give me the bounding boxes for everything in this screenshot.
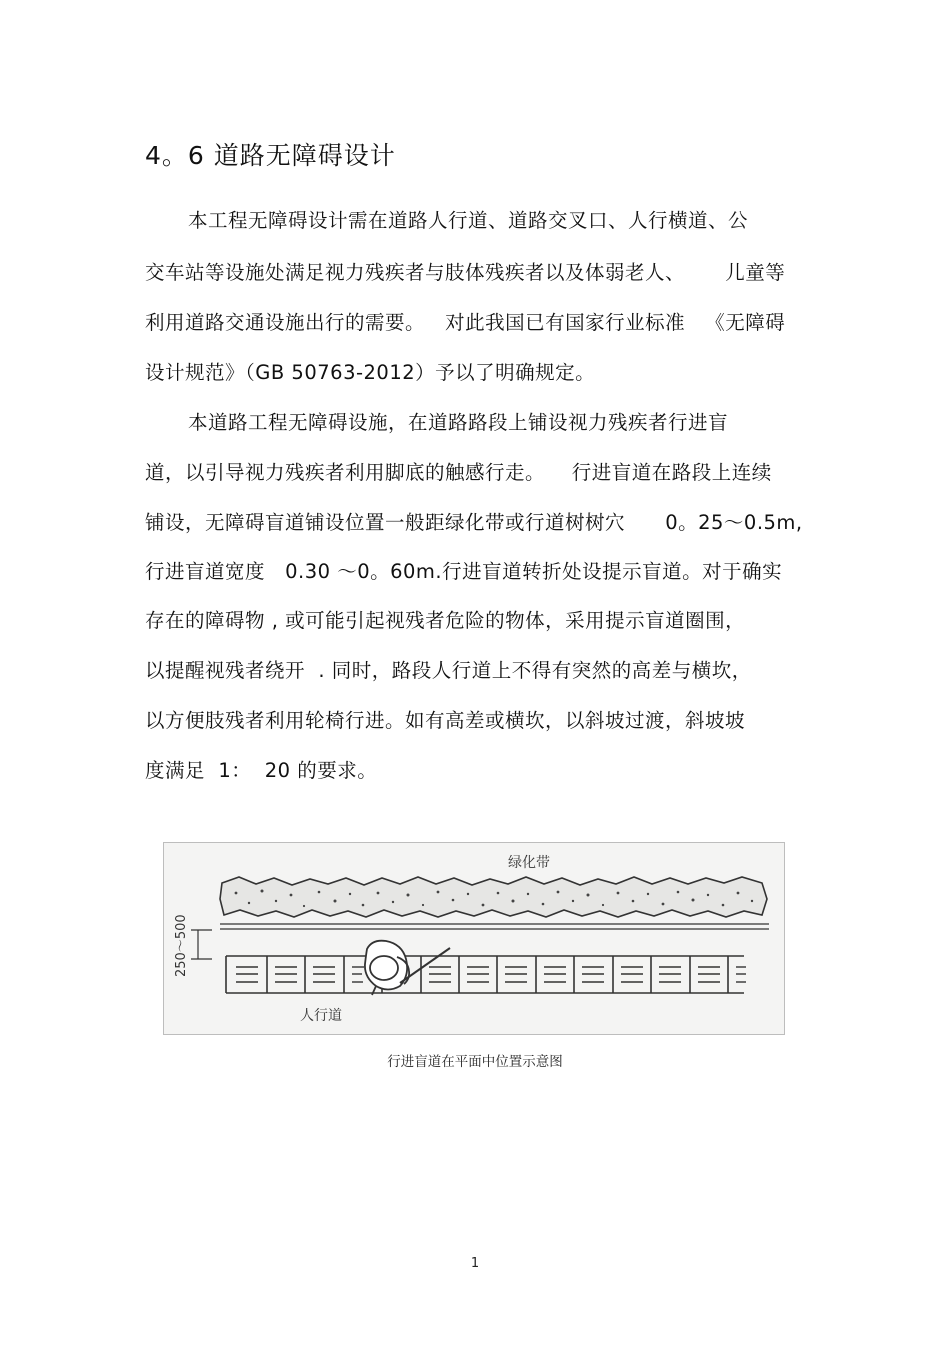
dimension-marker: [174, 914, 212, 977]
paragraph-1-line: 设计规范》（GB 50763-2012）予以了明确规定。: [145, 361, 596, 384]
paragraph-1-line: 利用道路交通设施出行的需要。 对此我国已有国家行业标准 《无障碍: [145, 311, 786, 334]
figure-caption: 行进盲道在平面中位置示意图: [387, 1054, 563, 1070]
dimension-label: 250～500: [174, 914, 189, 977]
green-belt-band: [220, 877, 767, 917]
paragraph-2-line: 本道路工程无障碍设施，在道路路段上铺设视力残疾者行进盲: [188, 411, 729, 434]
tactile-paving-diagram: [163, 842, 785, 1035]
paragraph-2-line: 存在的障碍物 , 或可能引起视残者危险的物体，采用提示盲道圈围，: [145, 609, 746, 632]
section-heading: 4。6 道路无障碍设计: [145, 141, 396, 170]
blind-pedestrian-icon: [365, 941, 450, 995]
paragraph-2-line: 以方便肢残者利用轮椅行进。如有高差或横坎，以斜坡过渡，斜坡坡: [145, 709, 746, 732]
tactile-paving-strip: [226, 956, 746, 993]
green-belt-label: 绿化带: [508, 855, 550, 871]
paragraph-2-line: 度满足 1： 20 的要求。: [145, 759, 378, 782]
paragraph-2-line: 以提醒视残者绕开 . 同时，路段人行道上不得有突然的高差与横坎，: [145, 659, 752, 682]
paragraph-2-line: 行进盲道宽度 0.30 ～0。60m.行进盲道转折处设提示盲道。对于确实: [145, 560, 783, 583]
paragraph-1-line: 本工程无障碍设计需在道路人行道、道路交叉口、人行横道、公: [188, 209, 749, 232]
paragraph-2-line: 铺设，无障碍盲道铺设位置一般距绿化带或行道树树穴 0。25～0.5m,: [145, 511, 803, 534]
paragraph-1-line: 交车站等设施处满足视力残疾者与肢体残疾者以及体弱老人、 儿童等: [145, 261, 786, 284]
page-number: 1: [470, 1256, 480, 1271]
sidewalk-label: 人行道: [300, 1008, 342, 1024]
paragraph-2-line: 道，以引导视力残疾者利用脚底的触感行走。 行进盲道在路段上连续: [145, 461, 772, 484]
